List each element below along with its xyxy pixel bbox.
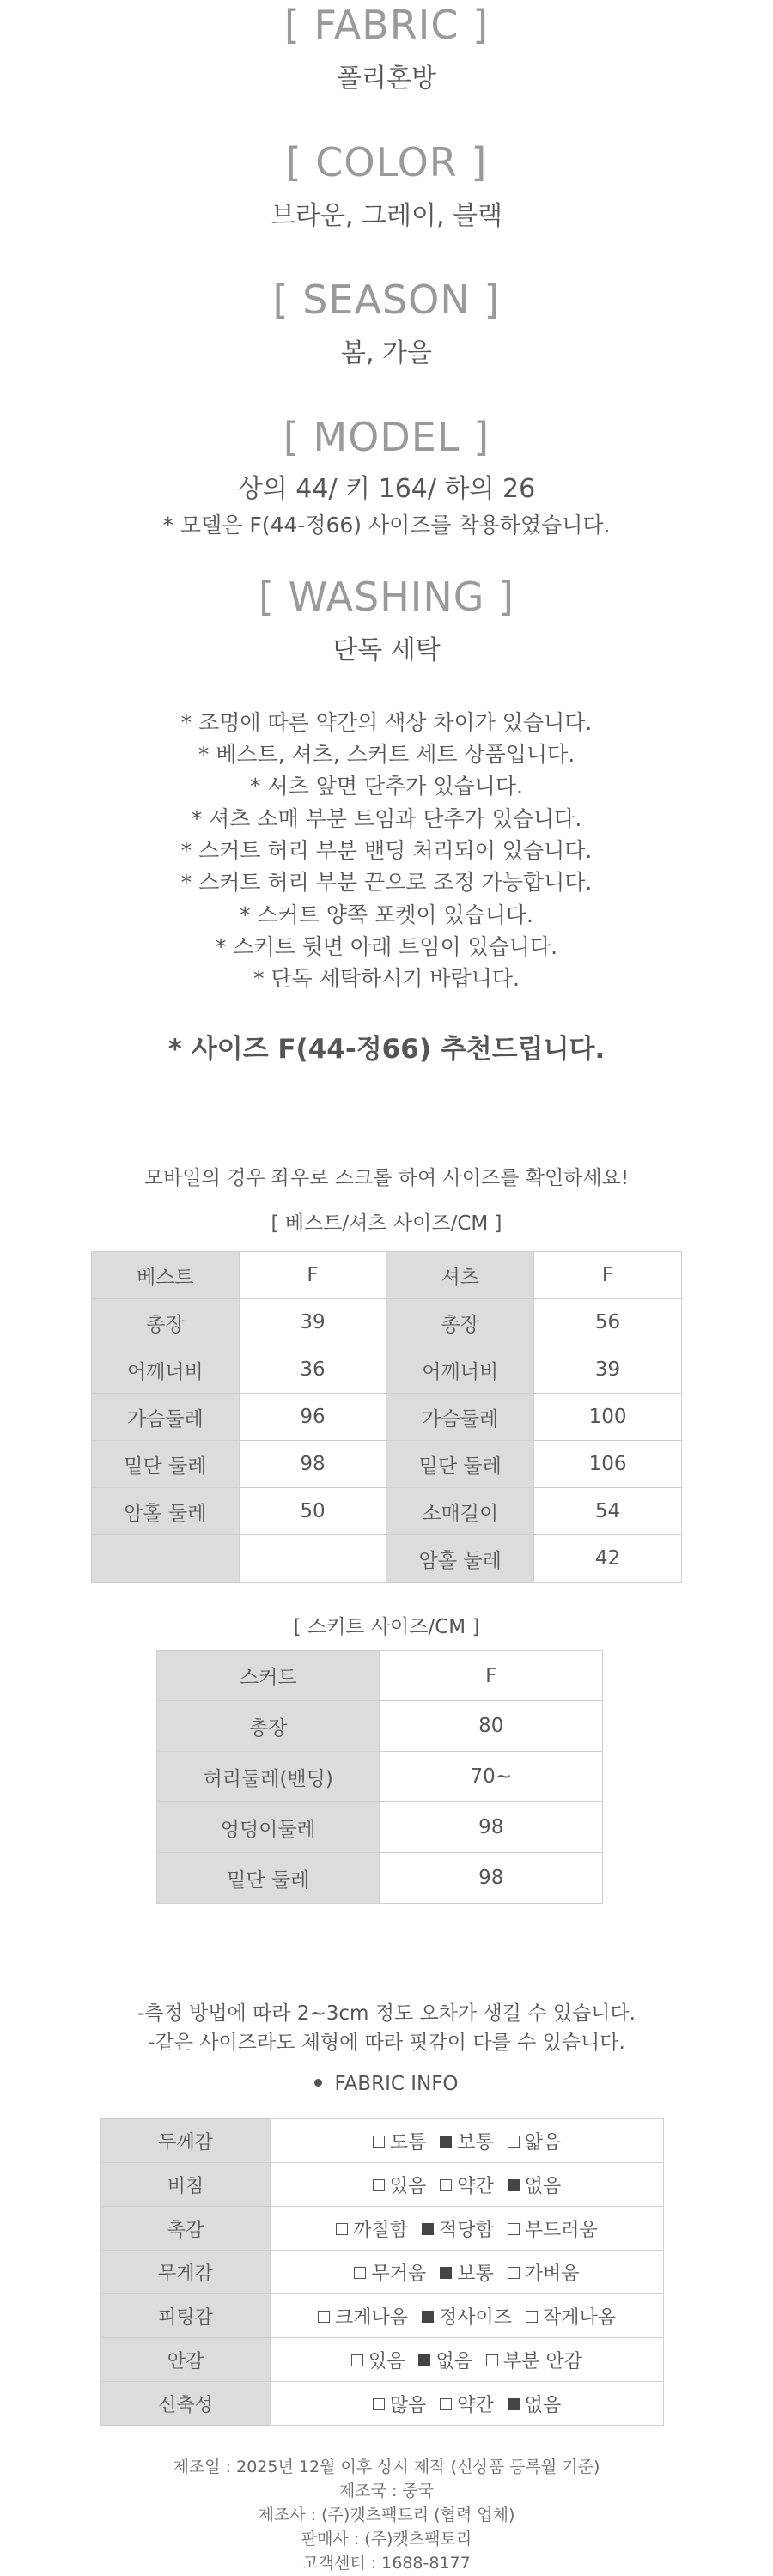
- table-cell: 가슴둘레: [92, 1394, 240, 1441]
- footer-line: 판매사 : (주)캣츠팩토리: [301, 2530, 472, 2549]
- header-cell: F: [534, 1252, 682, 1299]
- fabric-info-options: [271, 2251, 664, 2294]
- empty-box-icon: [318, 2311, 330, 2323]
- table-cell: 106: [534, 1441, 682, 1488]
- fabric-option-label: 무거움: [371, 2263, 427, 2285]
- empty-box-icon: [440, 2398, 452, 2410]
- fabric-option: [526, 2303, 616, 2330]
- table-cell: 39: [534, 1346, 682, 1394]
- note-line: * 셔츠 소매 부분 트임과 단추가 있습니다.: [191, 806, 582, 831]
- footer-line: 제조국 : 중국: [338, 2482, 435, 2500]
- table-cell: 소매길이: [386, 1488, 534, 1535]
- fabric-option-label: 많음: [389, 2394, 427, 2416]
- measure-note: -같은 사이즈라도 체형에 따라 핏감이 다를 수 있습니다.: [148, 2032, 625, 2054]
- table-row: [157, 1701, 603, 1752]
- color-value: 브라운, 그레이, 블랙: [271, 201, 502, 231]
- fabric-value: 폴리혼방: [337, 64, 436, 94]
- fabric-option: [508, 2172, 562, 2198]
- table-row: [92, 1346, 682, 1394]
- model-header: [ MODEL ]: [283, 414, 490, 460]
- empty-box-icon: [373, 2136, 385, 2148]
- footer-line: 고객센터 : 1688-8177: [302, 2554, 471, 2573]
- fabric-option: [351, 2347, 405, 2373]
- empty-box-icon: [351, 2354, 363, 2366]
- table-cell: 98: [380, 1853, 603, 1904]
- empty-box-icon: [373, 2398, 385, 2410]
- fabric-header: [ FABRIC ]: [283, 2, 490, 48]
- table-cell: 39: [239, 1299, 386, 1346]
- measure-note: -측정 방법에 따라 2~3cm 정도 오차가 생길 수 있습니다.: [137, 2002, 636, 2025]
- table-row: [92, 1299, 682, 1346]
- model-value: 상의 44/ 키 164/ 하의 26: [237, 474, 536, 504]
- table-cell: [92, 1535, 240, 1583]
- table-cell: 42: [534, 1535, 682, 1583]
- fabric-option-label: 가벼움: [524, 2263, 580, 2285]
- note-line: * 스커트 양쪽 포켓이 있습니다.: [239, 902, 534, 927]
- checked-box-icon: [440, 2136, 452, 2148]
- fabric-option: [318, 2303, 408, 2330]
- fabric-option-label: 보통: [457, 2263, 494, 2285]
- fabric-info-row: [101, 2251, 664, 2294]
- fabric-option: [418, 2347, 472, 2373]
- fabric-info-label: 촉감: [101, 2207, 271, 2251]
- table-header-row: [157, 1651, 603, 1701]
- fabric-info-options: [271, 2338, 664, 2382]
- checked-box-icon: [440, 2267, 452, 2279]
- fabric-info-label: 신축성: [101, 2382, 271, 2426]
- fabric-option-label: 도톰: [389, 2131, 427, 2154]
- empty-box-icon: [336, 2223, 348, 2235]
- footer-line: 제조일 : 2025년 12월 이후 상시 제작 (신상품 등록월 기준): [173, 2458, 600, 2476]
- checked-box-icon: [422, 2223, 434, 2235]
- empty-box-icon: [440, 2179, 452, 2191]
- fabric-option: [354, 2259, 426, 2286]
- table-cell: 암홀 둘레: [386, 1535, 534, 1583]
- fabric-option: [373, 2172, 427, 2198]
- fabric-info-title: FABRIC INFO: [0, 2073, 773, 2095]
- header-cell: F: [239, 1252, 386, 1299]
- table-cell: 허리둘레(밴딩): [157, 1752, 380, 1802]
- top-size-table-title: [ 베스트/셔츠 사이즈/CM ]: [271, 1212, 502, 1235]
- table-row: [92, 1441, 682, 1488]
- table-cell: 54: [534, 1488, 682, 1535]
- bullet-icon: [314, 2079, 322, 2087]
- header-cell: 스커트: [157, 1651, 380, 1701]
- fabric-option-label: 적당함: [438, 2219, 494, 2241]
- fabric-info-options: [271, 2382, 664, 2426]
- table-cell: [239, 1535, 386, 1583]
- skirt-size-table: [156, 1650, 603, 1904]
- fabric-option: [508, 2391, 562, 2417]
- washing-value: 단독 세탁: [332, 635, 441, 665]
- fabric-option: [440, 2172, 494, 2198]
- fabric-option: [422, 2303, 512, 2330]
- fabric-option-label: 얇음: [524, 2131, 562, 2154]
- table-header-row: [92, 1252, 682, 1299]
- season-value: 봄, 가을: [340, 338, 432, 368]
- fabric-info-row: [101, 2207, 664, 2251]
- note-line: * 스커트 뒷면 아래 트임이 있습니다.: [215, 934, 558, 959]
- fabric-option: [508, 2215, 598, 2242]
- fabric-option: [486, 2347, 582, 2373]
- table-cell: 98: [380, 1802, 603, 1853]
- washing-header: [ WASHING ]: [259, 574, 514, 620]
- fabric-info-options: [271, 2163, 664, 2207]
- table-row: [157, 1752, 603, 1802]
- fabric-info-row: [101, 2294, 664, 2338]
- table-row: [92, 1535, 682, 1583]
- checked-box-icon: [422, 2311, 434, 2323]
- table-cell: 98: [239, 1441, 386, 1488]
- top-size-table: [91, 1251, 682, 1583]
- table-cell: 엉덩이둘레: [157, 1802, 380, 1853]
- fabric-option: [440, 2259, 494, 2286]
- empty-box-icon: [486, 2354, 498, 2366]
- checked-box-icon: [418, 2354, 430, 2366]
- fabric-option-label: 약간: [457, 2394, 494, 2416]
- fabric-option-label: 없음: [524, 2175, 562, 2197]
- footer-line: 제조사 : (주)캣츠팩토리 (협력 업체): [258, 2506, 515, 2524]
- color-header: [ COLOR ]: [285, 139, 488, 185]
- fabric-info-label: 피팅감: [101, 2294, 271, 2338]
- note-line: * 조명에 따른 약간의 색상 차이가 있습니다.: [180, 710, 593, 735]
- fabric-option-label: 약간: [457, 2175, 494, 2197]
- model-note: * 모델은 F(44-정66) 사이즈를 착용하였습니다.: [162, 513, 611, 538]
- table-cell: 암홀 둘레: [92, 1488, 240, 1535]
- header-cell: 셔츠: [386, 1252, 534, 1299]
- fabric-info-label: 안감: [101, 2338, 271, 2382]
- table-row: [92, 1394, 682, 1441]
- fabric-option-label: 있음: [368, 2350, 405, 2372]
- note-line: * 단독 세탁하시기 바랍니다.: [253, 966, 520, 991]
- fabric-option-label: 까칠함: [353, 2219, 408, 2241]
- skirt-size-table-title: [ 스커트 사이즈/CM ]: [293, 1616, 480, 1638]
- note-line: * 스커트 허리 부분 밴딩 처리되어 있습니다.: [180, 838, 593, 863]
- table-cell: 총장: [157, 1701, 380, 1752]
- fabric-info-options: [271, 2119, 664, 2163]
- table-cell: 어깨너비: [92, 1346, 240, 1394]
- table-row: [157, 1853, 603, 1904]
- fabric-option-label: 없음: [435, 2350, 472, 2372]
- mobile-scroll-notice: 모바일의 경우 좌우로 스크롤 하여 사이즈를 확인하세요!: [143, 1167, 630, 1189]
- fabric-info-row: [101, 2119, 664, 2163]
- fabric-option-label: 정사이즈: [438, 2306, 512, 2329]
- fabric-info-label: 비침: [101, 2163, 271, 2207]
- empty-box-icon: [354, 2267, 366, 2279]
- checked-box-icon: [508, 2179, 520, 2191]
- empty-box-icon: [373, 2179, 385, 2191]
- fabric-info-table: [100, 2118, 664, 2426]
- empty-box-icon: [508, 2267, 520, 2279]
- table-row: [92, 1488, 682, 1535]
- fabric-info-row: [101, 2338, 664, 2382]
- fabric-option: [508, 2259, 580, 2286]
- table-cell: 96: [239, 1394, 386, 1441]
- empty-box-icon: [508, 2223, 520, 2235]
- header-cell: 베스트: [92, 1252, 240, 1299]
- table-cell: 70~: [380, 1752, 603, 1802]
- note-line: * 베스트, 셔츠, 스커트 세트 상품입니다.: [198, 742, 575, 767]
- fabric-option-label: 크게나옴: [334, 2306, 408, 2329]
- table-cell: 밑단 둘레: [386, 1441, 534, 1488]
- checked-box-icon: [508, 2398, 520, 2410]
- note-line: * 셔츠 앞면 단추가 있습니다.: [250, 774, 523, 799]
- table-cell: 어깨너비: [386, 1346, 534, 1394]
- header-cell: F: [380, 1651, 603, 1701]
- table-cell: 총장: [92, 1299, 240, 1346]
- fabric-option: [440, 2391, 494, 2417]
- table-cell: 밑단 둘레: [92, 1441, 240, 1488]
- fabric-option-label: 부드러움: [524, 2219, 598, 2241]
- size-recommendation: * 사이즈 F(44-정66) 추천드립니다.: [167, 1034, 606, 1065]
- note-line: * 스커트 허리 부분 끈으로 조정 가능합니다.: [180, 870, 593, 895]
- fabric-option-label: 보통: [457, 2131, 494, 2154]
- fabric-option: [336, 2215, 408, 2242]
- fabric-info-row: [101, 2163, 664, 2207]
- fabric-info-options: [271, 2294, 664, 2338]
- table-cell: 가슴둘레: [386, 1394, 534, 1441]
- fabric-option: [373, 2128, 427, 2154]
- fabric-option-label: 있음: [389, 2175, 427, 2197]
- fabric-option: [373, 2391, 427, 2417]
- fabric-option: [508, 2128, 562, 2154]
- table-cell: 80: [380, 1701, 603, 1752]
- fabric-option: [440, 2128, 494, 2154]
- fabric-option-label: 작게나옴: [543, 2306, 617, 2329]
- fabric-option: [422, 2215, 494, 2242]
- empty-box-icon: [508, 2136, 520, 2148]
- table-cell: 36: [239, 1346, 386, 1394]
- table-cell: 56: [534, 1299, 682, 1346]
- table-row: [157, 1802, 603, 1853]
- empty-box-icon: [526, 2311, 538, 2323]
- fabric-info-label: 두께감: [101, 2119, 271, 2163]
- table-cell: 50: [239, 1488, 386, 1535]
- fabric-option-label: 없음: [524, 2394, 562, 2416]
- fabric-info-row: [101, 2382, 664, 2426]
- table-cell: 100: [534, 1394, 682, 1441]
- table-cell: 총장: [386, 1299, 534, 1346]
- fabric-info-label: 무게감: [101, 2251, 271, 2294]
- fabric-info-options: [271, 2207, 664, 2251]
- table-cell: 밑단 둘레: [157, 1853, 380, 1904]
- season-header: [ SEASON ]: [272, 276, 501, 323]
- fabric-option-label: 부분 안감: [503, 2350, 583, 2372]
